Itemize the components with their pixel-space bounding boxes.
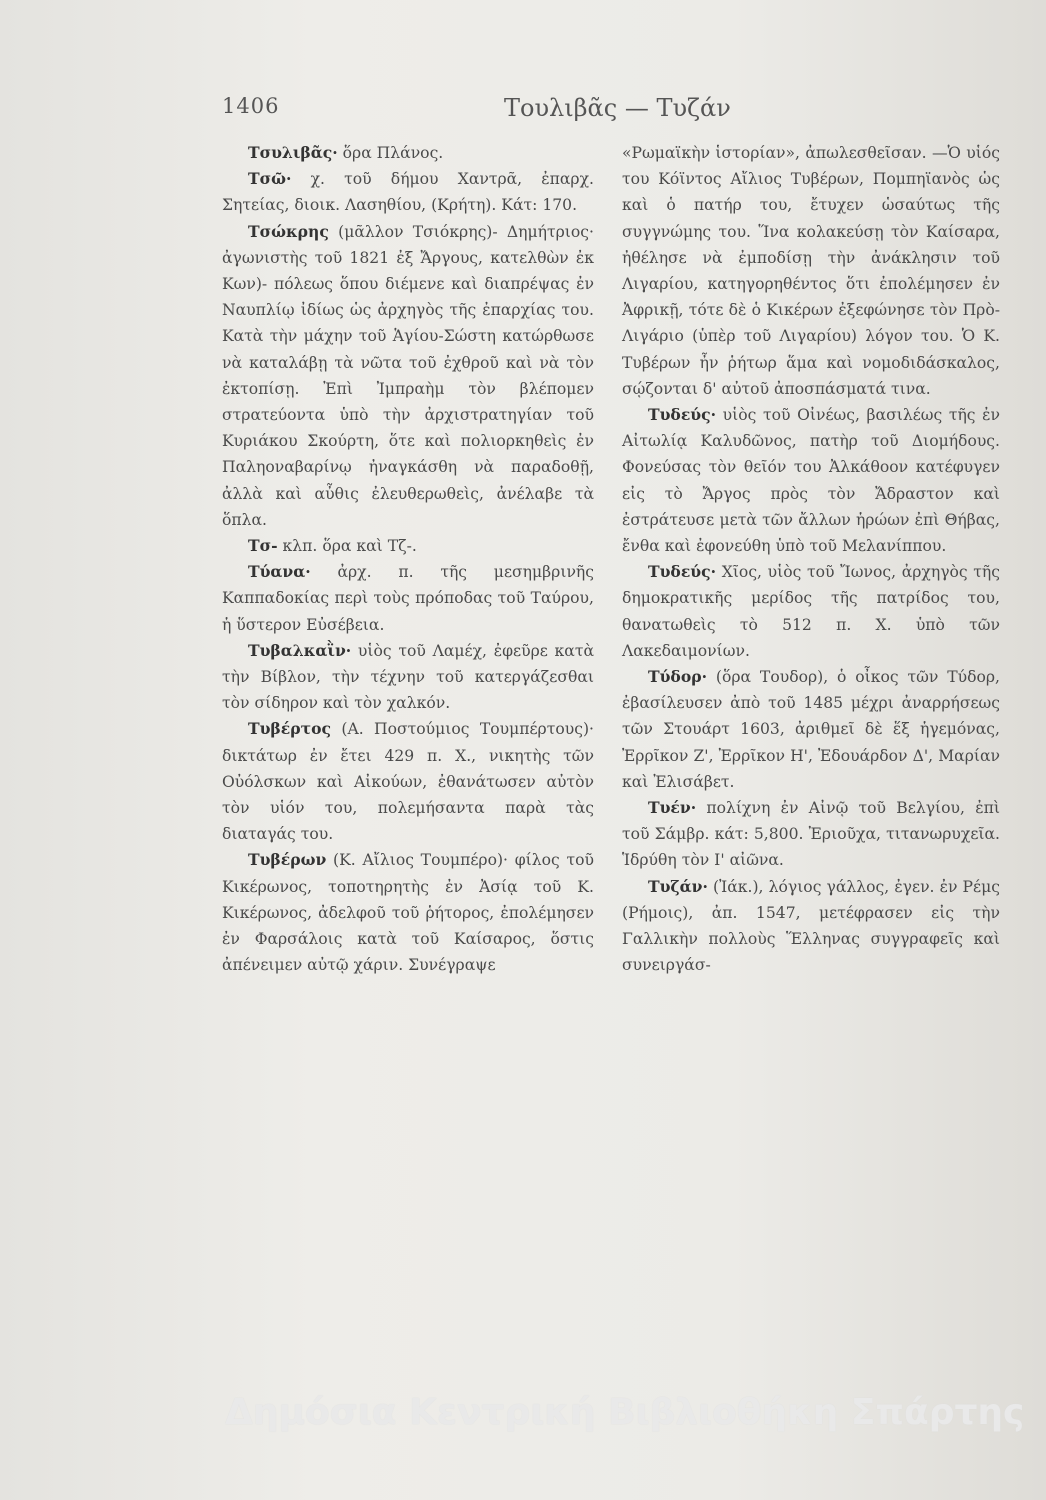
entry-text: (Α. Ποστούμιος Τουμπέρτους)· δικτάτωρ ἐν ἔτει 429 π. Χ., νικητὴς τῶν Οὐόλσκων καὶ Αἰκούων, ἐθανάτωσεν αὐτὸν τὸν υἱόν του, πολεμήσαντα παρὰ τὰς διαταγάς του. — [222, 720, 594, 844]
entry-text: «Ρωμαϊκὴν ἱστορίαν», ἀπωλεσθεῖσαν. —Ὁ υἱός του Κόϊντος Αἴλιος Τυβέρων, Πομπηϊανὸς ὡς καὶ ὁ πατήρ του, ἔτυχεν ὡσαύτως τῆς συγγνώμης του. Ἵνα κολακεύσῃ τὸν Καίσαρα, ἠθέλησε νὰ ἐμποδίσῃ τὴν ἀνάκλησιν τοῦ Λιγαρίου, κατηγορηθέντος ὅτι ἐπολέμησεν ἐν Ἀφρικῇ, τότε δὲ ὁ Κικέρων ἐξεφώνησε τὸν Πρὸ-Λιγάριο (ὑπὲρ τοῦ Λιγαρίου) λόγον του. Ὁ Κ. Τυβέρων ἦν ῥήτωρ ἅμα καὶ νομοδιδάσκαλος, σῴζονται δ' αὐτοῦ ἀποσπάσματά τινα. — [622, 144, 1000, 398]
entry-text: ἀρχ. π. τῆς μεσημβρινῆς Καππαδοκίας περὶ τοὺς πρόποδας τοῦ Ταύρου, ἡ ὕστερον Εὐσέβεια. — [222, 563, 594, 634]
entry-text: χ. τοῦ δήμου Χαντρᾶ, ἐπαρχ. Σητείας, διοικ. Λασηθίου, (Κρήτη). Κάτ: 170. — [222, 170, 594, 215]
dictionary-entry — [622, 559, 1000, 664]
dictionary-entry — [222, 559, 594, 638]
entry-text: υἱὸς τοῦ Οἰνέως, βασιλέως τῆς ἐν Αἰτωλίᾳ Καλυδῶνος, πατὴρ τοῦ Διομήδους. Φονεύσας τὸν θεῖόν του Ἀλκάθοον κατέφυγεν εἰς τὸ Ἄργος πρὸς τὸν Ἄδραστον καὶ ἐστράτευσε μετὰ τῶν ἄλλων ἡρώων ἐπὶ Θήβας, ἔνθα καὶ ἐφονεύθη ὑπὸ τοῦ Μελανίππου. — [622, 406, 1000, 556]
entry-headword: Τσυλιβᾶς· — [248, 143, 338, 162]
entry-headword: Τυδεύς· — [648, 562, 717, 582]
page-number: 1406 — [222, 94, 280, 118]
entry-headword: Τυζάν· — [648, 876, 708, 896]
entry-text: (Ἰάκ.), λόγιος γάλλος, ἐγεν. ἐν Ρέμς (Ρήμοις), ἀπ. 1547, μετέφρασεν εἰς τὴν Γαλλικὴν πολλοὺς Ἕλληνας συγγραφεῖς καὶ συνειργάσ- — [622, 877, 1000, 975]
page-header — [222, 94, 802, 134]
entry-headword: Τσ- — [248, 536, 278, 556]
entry-headword: Τυβέρτος — [248, 719, 332, 739]
entry-text: (μᾶλλον Τσιόκρης)- Δημήτριος· ἀγωνιστὴς τοῦ 1821 ἐξ Ἄργους, κατελθὼν ἐκ Κων)- πόλεως ὅπου διέμενε καὶ διαπρέψας ἐν Ναυπλίῳ ἰδίως ὡς ἀρχηγὸς τῆς ἐπαρχίας του. Κατὰ τὴν μάχην τοῦ Ἁγίου-Σώστη κατώρθωσε νὰ καταλάβῃ τὰ νῶτα τοῦ ἐχθροῦ καὶ νὰ τὸν ἐκτοπίσῃ. Ἐπὶ Ἰμπραὴμ τὸν βλέπομεν στρατεύοντα ὑπὸ τὴν ἀρχιστρατηγίαν τοῦ Κυριάκου Σκούρτη, ὅτε καὶ πολιορκηθεὶς ἐν Παληοναβαρίνῳ ἠναγκάσθη νὰ παραδοθῇ, ἀλλὰ καὶ αὖθις ἐλευθερωθεὶς, ἀνέλαβε τὰ ὅπλα. — [222, 222, 594, 529]
dictionary-entry — [622, 664, 1000, 795]
dictionary-entry — [622, 795, 1000, 874]
entry-headword: Τσώκρης — [248, 221, 329, 241]
entry-text: (ὅρα Τουδορ), ὁ οἶκος τῶν Τύδορ, ἐβασίλευσεν ἀπὸ τοῦ 1485 μέχρι ἀναρρήσεως τῶν Στουάρτ 1603, ἀριθμεῖ δὲ ἕξ ἡγεμόνας, Ἐρρῖκον Ζ', Ἐρρῖκον Η', Ἐδουάρδον Δ', Μαρίαν καὶ Ἐλισάβετ. — [622, 668, 1000, 791]
dictionary-entry-continuation — [622, 140, 1000, 402]
entry-headword: Τυέν· — [648, 798, 697, 818]
entry-text: κλπ. ὅρα καὶ Τζ-. — [277, 537, 417, 556]
entry-headword: Τσῶ· — [248, 169, 292, 189]
entry-text: Χῖος, υἱὸς τοῦ Ἴωνος, ἀρχηγὸς τῆς δημοκρατικῆς μερίδος τῆς πατρίδος του, θανατωθεὶς τὸ 512 π. Χ. ὑπὸ τῶν Λακεδαιμονίων. — [622, 563, 1000, 660]
dictionary-entry — [622, 402, 1000, 559]
dictionary-entry — [222, 219, 594, 533]
dictionary-entry — [222, 847, 594, 978]
entry-headword: Τύδορ· — [648, 667, 708, 687]
entry-headword: Τύανα· — [248, 562, 311, 582]
entry-headword: Τυδεύς· — [648, 405, 717, 425]
dictionary-entry — [222, 638, 594, 717]
library-watermark: Δημόσια Κεντρική Βιβλιοθήκη Σπάρτης — [225, 1392, 1025, 1433]
entry-text: ὅρα Πλάνος. — [337, 144, 444, 162]
entry-text: (Κ. Αἴλιος Τουμπέρο)· φίλος τοῦ Κικέρωνος, τοποτηρητὴς ἐν Ἀσίᾳ τοῦ Κ. Κικέρωνος, ἀδελφοῦ τοῦ ῥήτορος, ἐπολέμησεν ἐν Φαρσάλοις κατὰ τοῦ Καίσαρος, ὅστις ἀπένειμεν αὐτῷ χάριν. Συνέγραψε — [222, 851, 594, 975]
entry-text: πολίχνη ἐν Αἰνῷ τοῦ Βελγίου, ἐπὶ τοῦ Σάμβρ. κάτ: 5,800. Ἐριοῦχα, τιτανωρυχεῖα. Ἱδρύθη τὸν Ι' αἰῶνα. — [622, 799, 1000, 870]
dictionary-entry — [222, 140, 594, 166]
dictionary-entry — [622, 874, 1000, 979]
dictionary-entry — [222, 166, 594, 218]
entry-text: υἱὸς τοῦ Λαμέχ, ἐφεῦρε κατὰ τὴν Βίβλον, τὴν τέχνην τοῦ κατεργάζεσθαι τὸν σίδηρον καὶ τὸν χαλκόν. — [222, 641, 594, 713]
dictionary-entry — [222, 533, 594, 559]
right-column — [622, 140, 1000, 979]
running-title: Τουλιβᾶς — Τυζάν — [504, 94, 731, 122]
entry-headword: Τυβαλκαῒν· — [248, 640, 352, 660]
dictionary-entry — [222, 716, 594, 847]
entry-headword: Τυβέρων — [248, 850, 327, 870]
left-column — [222, 140, 594, 979]
